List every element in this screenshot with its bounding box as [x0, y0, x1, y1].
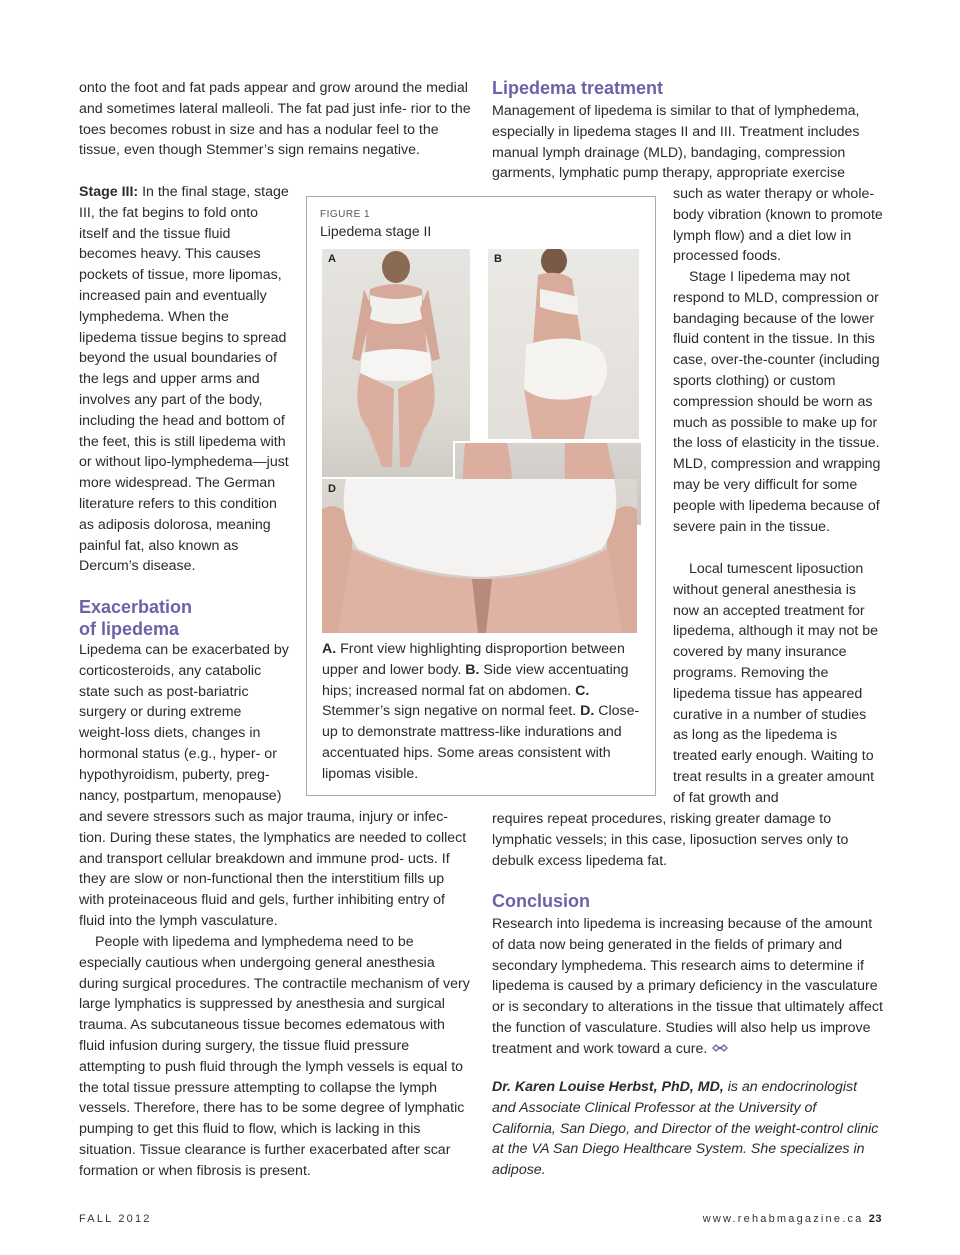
anesthesia-paragraph: People with lipedema and lymphedema need to be especially cautious when undergoing general anesthesia during surgical procedures. The contractile mechanism of very large lymphatics is suppressed by anesthesia and surgical trauma. As subcutaneous tissue becomes edematous with fluid infusion during surgery, the tissue fluid pressure attempting to push fluid through the lymph vessels is equal to the total tissue pressure attempting to collapse the lymph vessels. Therefore, there has to be some degree of lymphatic pumping to get this fluid to flow, which is lacking in this situation. Tissue clearance is further exacerbated after scar formation or when fibrosis is present. [79, 934, 470, 1179]
photo-d-closeup [322, 479, 637, 633]
exacerbation-heading-line2: of lipedema [79, 618, 180, 639]
photo-d-label: D [328, 483, 336, 495]
footer-issue: FALL 2012 [79, 1213, 152, 1225]
photo-a-label: A [328, 253, 336, 265]
stage1-paragraph: Stage I lipedema may not respond to MLD, compression or bandaging because of the lower fluid content in the tissue. In this case, over-the-counter (including sports clothing) or custom compression should be worn as much as possible to make up for the loss of elasticity in the tissue. MLD, compression and wrapping may be very difficult for some people with lipedema because of severe pain in the tissue. [673, 269, 881, 535]
stage3-label: Stage III: [79, 184, 139, 200]
caption-b-label: B. [465, 661, 480, 678]
page-number: 23 [868, 1213, 882, 1225]
footer-url: www.rehabmagazine.ca [702, 1213, 864, 1225]
figure-caption [322, 639, 642, 785]
stage3-text: In the final stage, stage III, the fat begins to fold onto itself and the tissue fluid becomes heavy. This causes pockets of tissue, more lipomas, increased pain and eventually lymphedema. When the lipedema tissue begins to spread beyond the usual boundaries of the legs and upper arms and involves any part of the body, including the head and bottom of the feet, this is still lipedema with or without lipo-lymphedema—just more widespread. The German literature refers to this condition as adiposis dolorosa, meaning painful fat, also known as Dercum’s disease. [79, 184, 289, 575]
caption-d-label: D. [580, 703, 595, 720]
photo-b-label: B [494, 253, 502, 265]
author-bio-text: is an endocrinologist and Associate Clinical Professor at the University of California, San Diego, and Director of the weight-control clinic at the VA San Diego Healthcare System. She specializes in adipose. [492, 1079, 879, 1179]
author-name: Dr. Karen Louise Herbst, PhD, MD, [492, 1079, 724, 1095]
liposuction-paragraph-part1: Local tumescent liposuction without general anesthesia is now an accepted treatment for lipedema, although it may not be covered by many insurance programs. Removing the lipedema tissue has appeared curative in a number of studies as long as the lipedema is treated early enough. Waiting to treat results in a greater amount of fat growth and [673, 561, 879, 806]
figure-box [306, 196, 656, 796]
caption-b-text: Side view accentuating hips; increased normal fat on abdomen. [322, 661, 629, 699]
caption-a-label: A. [322, 641, 337, 657]
figure-title: Lipedema stage II [320, 223, 432, 239]
conclusion-paragraph [492, 914, 884, 1060]
conclusion-text: Research into lipedema is increasing because of the amount of data now being generated in the fields of primary and secondary lymphedema. This research aims to determine if lipedema is caused by a primary deficiency in the vasculature or is secondary to alterations in the tissue that ultimately affect the function of vasculature. Studies will also help us improve treatment and work toward a cure. [492, 916, 883, 1057]
caption-d-text: Close-up to demonstrate mattress-like indurations and accentuated hips. Some areas consistent with lipomas visible. [322, 703, 640, 782]
caption-c-text: Stemmer’s sign negative on normal feet. [322, 703, 581, 720]
treatment-heading: Lipedema treatment [492, 78, 664, 98]
stage3-paragraph [79, 182, 289, 577]
photo-a-front-view [322, 249, 470, 477]
exacerbation-heading-line1: Exacerbation [79, 597, 193, 617]
conclusion-heading: Conclusion [492, 891, 590, 911]
article-end-icon [711, 1039, 729, 1060]
figure-number: FIGURE 1 [320, 209, 371, 220]
footer-right [703, 1213, 882, 1225]
author-bio [492, 1077, 884, 1181]
exacerbation-paragraph-part1: Lipedema can be exacerbated by corticosteroids, any catabolic state such as post-bariatric surgery or during extreme weight-loss diets, changes in hormonal status (e.g., hyper- or hypothyroidism, puberty, preg- nancy, postpartum, menopause) [79, 642, 289, 804]
treatment-paragraph-part2: such as water therapy or whole-body vibration (known to promote lymph flow) and a diet low in processed foods. [673, 186, 883, 265]
caption-c-label: C. [575, 682, 590, 699]
exacerbation-paragraph-part2: and severe stressors such as major trauma, injury or infec- tion. During these states, the lymphatics are needed to collect and transport cellular breakdown and immune prod- ucts. If they are slow or non-functional then the interstitium fills up with proteinaceous fluid and gels, further inhibiting entry of fluid into the lymph vasculature. [79, 809, 467, 929]
left-paragraph-intro: onto the foot and fat pads appear and grow around the medial and sometimes lateral malleoli. The fat pad just infe- rior to the toes becomes robust in size and has a nodular feel to the tissue, even though Stemmer’s sign remains negative. [79, 80, 471, 159]
caption-a-text: Front view highlighting disproportion between upper and lower body. [322, 641, 625, 678]
exacerbation-heading [79, 597, 289, 640]
treatment-paragraph-part1: Management of lipedema is similar to that of lymphedema, especially in lipedema stages II and III. Treatment includes manual lymph drainage (MLD), bandaging, compression garments, lymphatic pump therapy, appropriate exercise [492, 103, 860, 182]
photo-b-side-view [488, 249, 639, 439]
liposuction-paragraph-part2: requires repeat procedures, risking greater damage to lymphatic vessels; in this case, liposuction serves only to debulk excess lipedema fat. [492, 811, 849, 869]
